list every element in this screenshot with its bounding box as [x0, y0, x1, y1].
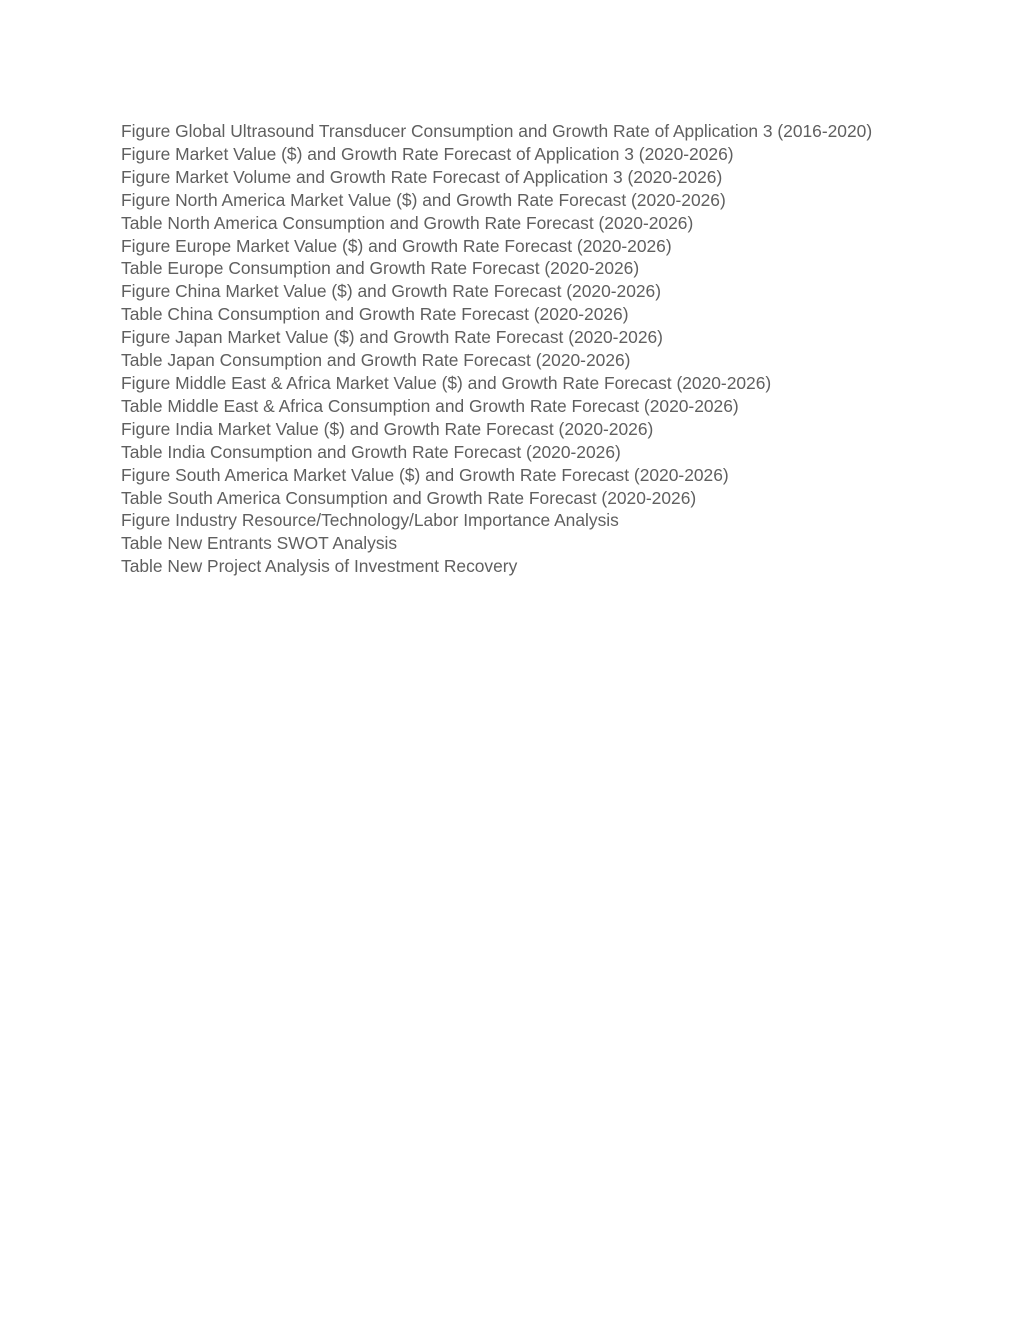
list-item: Table New Entrants SWOT Analysis [121, 533, 398, 554]
list-item: Figure Middle East & Africa Market Value ($) and Growth Rate Forecast (2020-2026) [121, 372, 772, 393]
list-item: Figure Market Value ($) and Growth Rate Forecast of Application 3 (2020-2026) [121, 143, 734, 164]
list-item: Table North America Consumption and Growth Rate Forecast (2020-2026) [121, 212, 694, 233]
list-item: Table South America Consumption and Growth Rate Forecast (2020-2026) [121, 487, 697, 508]
list-item: Table China Consumption and Growth Rate Forecast (2020-2026) [121, 304, 629, 325]
list-item: Table New Project Analysis of Investment Recovery [121, 556, 518, 577]
document-page [121, 120, 881, 578]
list-item: Figure Global Ultrasound Transducer Consumption and Growth Rate of Application 3 (2016-2020) [121, 121, 873, 141]
list-item: Figure North America Market Value ($) and Growth Rate Forecast (2020-2026) [121, 189, 726, 210]
list-item: Table Middle East & Africa Consumption and Growth Rate Forecast (2020-2026) [121, 395, 739, 416]
list-item: Figure Market Volume and Growth Rate Forecast of Application 3 (2020-2026) [121, 166, 723, 187]
list-item: Figure Industry Resource/Technology/Labor Importance Analysis [121, 510, 619, 531]
list-item: Figure India Market Value ($) and Growth Rate Forecast (2020-2026) [121, 418, 654, 439]
list-item: Table India Consumption and Growth Rate Forecast (2020-2026) [121, 441, 621, 462]
list-item: Table Europe Consumption and Growth Rate Forecast (2020-2026) [121, 258, 640, 279]
list-item: Figure China Market Value ($) and Growth Rate Forecast (2020-2026) [121, 281, 662, 302]
list-item: Table Japan Consumption and Growth Rate Forecast (2020-2026) [121, 350, 631, 371]
list-item: Figure South America Market Value ($) and Growth Rate Forecast (2020-2026) [121, 464, 729, 485]
list-item: Figure Japan Market Value ($) and Growth Rate Forecast (2020-2026) [121, 327, 663, 348]
list-item: Figure Europe Market Value ($) and Growth Rate Forecast (2020-2026) [121, 235, 672, 256]
